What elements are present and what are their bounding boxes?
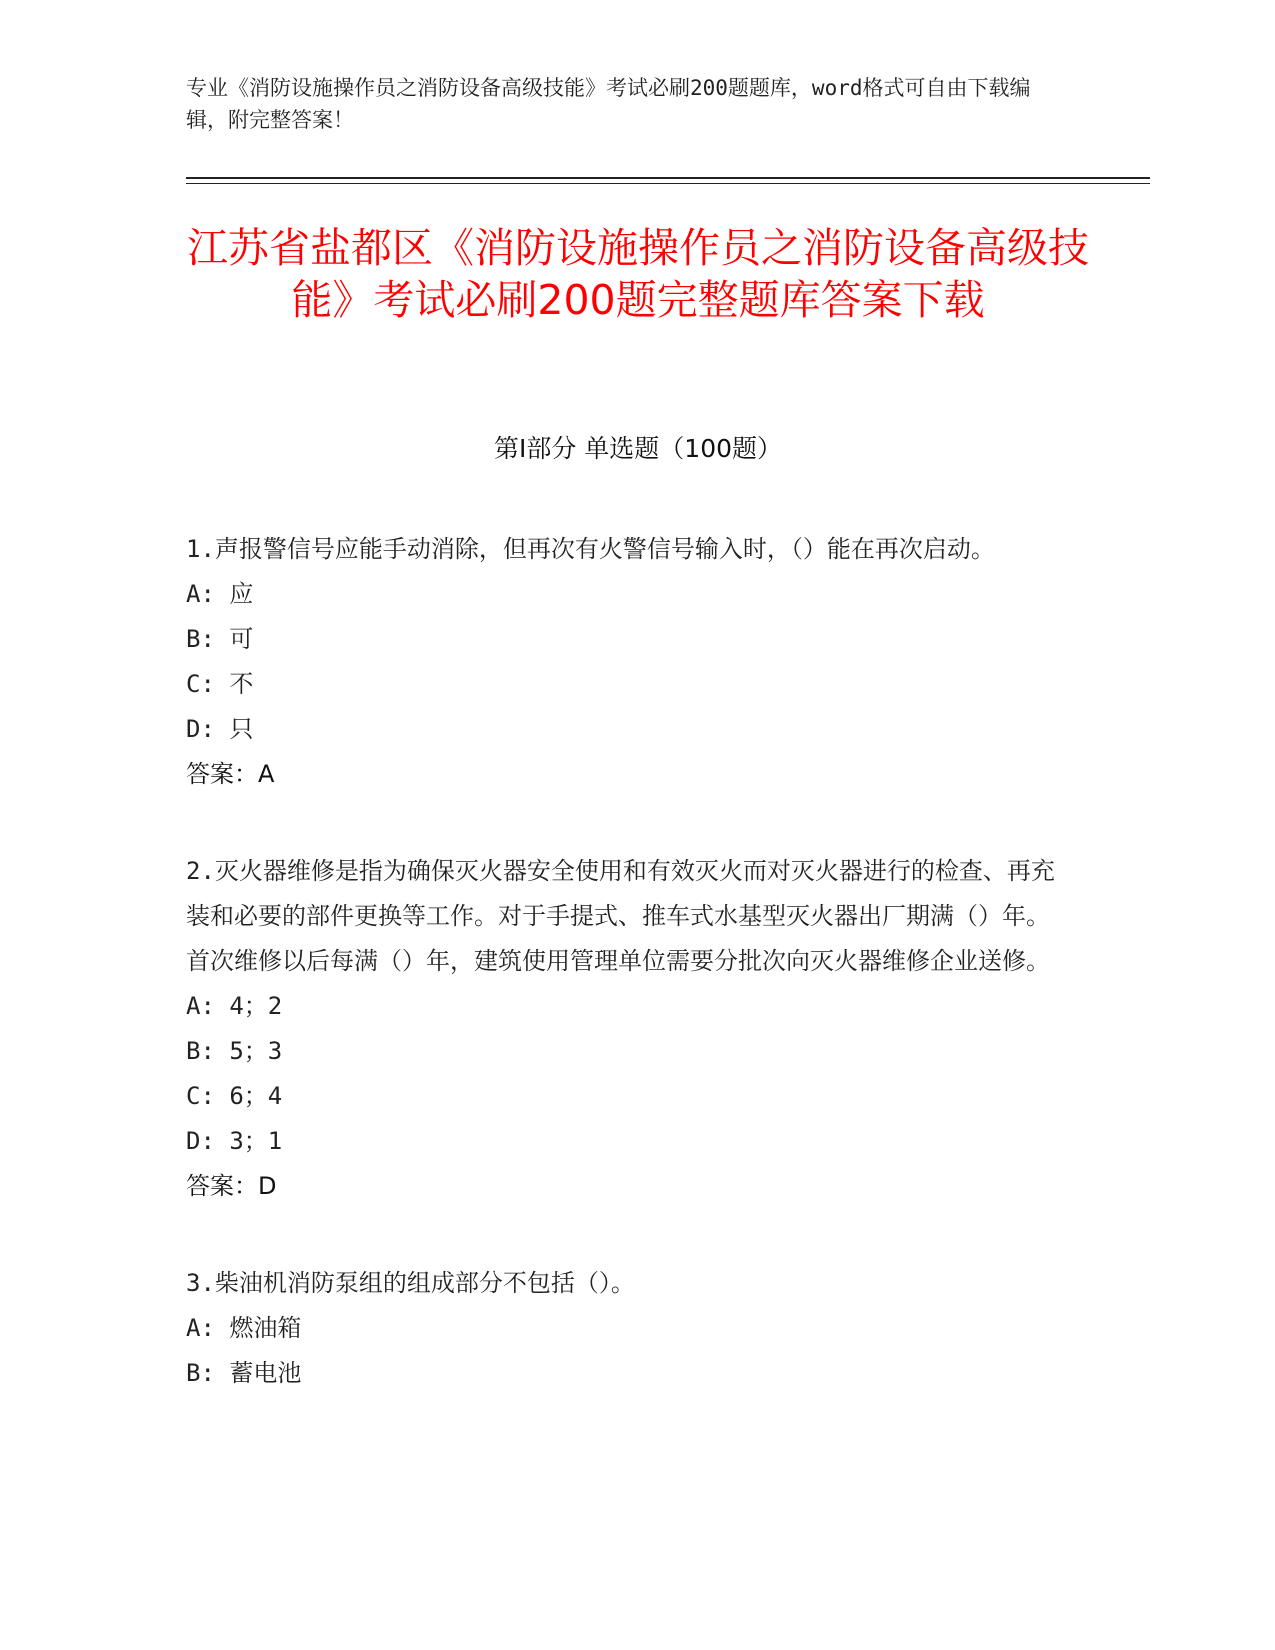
option-a: A: 应 bbox=[186, 580, 254, 608]
question-text: 3.柴油机消防泵组的组成部分不包括（）。 bbox=[186, 1269, 635, 1297]
question-text: 2.灭火器维修是指为确保灭火器安全使用和有效灭火而对灭火器进行的检查、再充装和必要的部件更换等工作。对于手提式、推车式水基型灭火器出厂期满（）年。首次维修以后每满（）年，建筑使用管理单位需要分批次向灭火器维修企业送修。 bbox=[186, 857, 1055, 975]
option-a: A: 4；2 bbox=[186, 992, 283, 1020]
option-a: A: 燃油箱 bbox=[186, 1314, 302, 1342]
option-d: D: 只 bbox=[186, 715, 254, 743]
section-heading: 第I部分 单选题（100题） bbox=[493, 434, 783, 463]
question-2 bbox=[186, 849, 1066, 1209]
header-rule-thin bbox=[186, 183, 1150, 184]
document-title: 江苏省盐都区《消防设施操作员之消防设备高级技能》考试必刷200题完整题库答案下载 bbox=[187, 224, 1089, 324]
option-b: B: 5；3 bbox=[186, 1037, 283, 1065]
question-list bbox=[186, 527, 1066, 1448]
option-d: D: 3；1 bbox=[186, 1127, 283, 1155]
option-c: C: 不 bbox=[186, 670, 254, 698]
option-c: C: 6；4 bbox=[186, 1082, 283, 1110]
question-1 bbox=[186, 527, 1066, 797]
header-rule-thick bbox=[186, 177, 1150, 179]
option-b: B: 蓄电池 bbox=[186, 1359, 302, 1387]
option-b: B: 可 bbox=[186, 625, 254, 653]
question-text: 1.声报警信号应能手动消除，但再次有火警信号输入时，（）能在再次启动。 bbox=[186, 535, 995, 563]
answer-line: 答案：D bbox=[186, 1172, 277, 1200]
answer-line: 答案：A bbox=[186, 760, 275, 788]
header-note: 专业《消防设施操作员之消防设备高级技能》考试必刷200题题库，word格式可自由下载编辑，附完整答案！ bbox=[186, 76, 1031, 132]
question-3 bbox=[186, 1261, 1066, 1396]
